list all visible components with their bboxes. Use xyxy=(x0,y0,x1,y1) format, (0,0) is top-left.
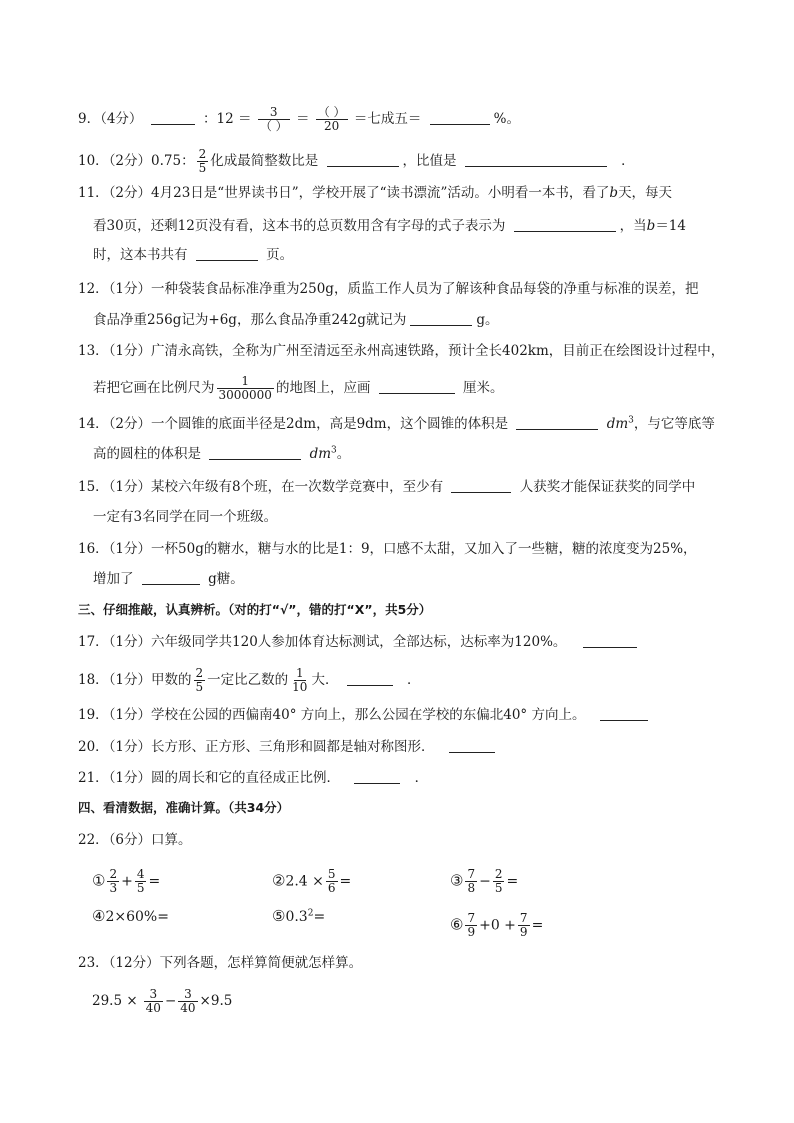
answer-blank[interactable] xyxy=(583,633,637,648)
answer-blank[interactable] xyxy=(347,671,393,686)
answer-blank[interactable] xyxy=(600,706,648,721)
answer-blank[interactable] xyxy=(196,246,258,261)
answer-blank[interactable] xyxy=(430,110,490,125)
answer-blank[interactable] xyxy=(142,570,200,585)
answer-blank[interactable] xyxy=(354,769,400,784)
question-19: 19．（1分）学校在公园的西偏南40° 方向上，那么公园在学校的东偏北40° 方向上。 xyxy=(78,705,652,725)
answer-blank[interactable] xyxy=(410,311,472,326)
answer-blank[interactable] xyxy=(209,445,301,460)
answer-blank[interactable] xyxy=(516,415,598,430)
calc-item-5: $⑤0.3^2=$ xyxy=(272,907,326,925)
question-21: 21．（1分）圆的周长和它的直径成正比例． ． xyxy=(78,770,429,786)
question-15: 15．（1分）某校六年级有8个班，在一次数学竞赛中，至少有 人获奖才能保证获奖的同学中 xyxy=(78,479,696,495)
question-17: 17．（1分）六年级同学共120人参加体育达标测试，全部达标，达标率为120%。 xyxy=(78,632,641,652)
answer-blank[interactable] xyxy=(151,110,195,125)
section-heading: 四、看清数据，准确计算。（共34分） xyxy=(78,800,290,815)
answer-blank[interactable] xyxy=(327,152,399,167)
answer-blank[interactable] xyxy=(514,217,616,232)
answer-blank[interactable] xyxy=(379,379,455,394)
question-11: 11．（2分）4月23日是“世界读书日”，学校开展了“读书漂流”活动。小明看一本书，看了b天，每天 xyxy=(78,185,673,201)
answer-blank[interactable] xyxy=(465,152,607,167)
answer-blank[interactable] xyxy=(449,738,495,753)
question-12: 12．（1分）一种袋装食品标准净重为250g，质监工作人员为了解该种食品每袋的净重与标准的误差，把 xyxy=(78,281,699,297)
section-heading: 三、仔细推敲，认真辨析。（对的打“√”，错的打“X”，共5分） xyxy=(78,602,432,617)
question-13: 13．（1分）广清永高铁，全称为广州至清远至永州高速铁路，预计全长402km，目前正在绘图设计过程中， xyxy=(78,343,725,359)
question-18: 18．（1分）甲数的 $\frac{2}{5}$ 一定比乙数的 $\frac{1}{10}$ 大． ． xyxy=(78,666,421,694)
question-16: 16．（1分）一杯50g的糖水，糖与水的比是1：9，口感不太甜，又加入了一些糖，糖的浓度变为25%， xyxy=(78,541,697,557)
question-10: 10．（2分）0.75： $\frac{2}{5}$ 化成最简整数比是 ，比值是 ． xyxy=(78,147,635,175)
calc-expression: 29.5 × $\frac{3}{40}$ − $\frac{3}{40}$ ×9.5 xyxy=(92,987,233,1015)
question-22: 22．（6分）口算。 xyxy=(78,832,192,848)
calc-item-1: ① $\frac{2}{3}$ + $\frac{4}{5}$ = xyxy=(92,867,161,895)
question-20: 20．（1分）长方形、正方形、三角形和圆都是轴对称图形． xyxy=(78,737,499,757)
fraction: $\frac{1}{10}$ xyxy=(292,666,308,694)
calc-item-4: ④2×60%= xyxy=(92,907,169,925)
fraction: $\frac{3}{( )}$ xyxy=(259,105,288,133)
question-14: 14．（2分）一个圆锥的底面半径是2dm，高是9dm，这个圆锥的体积是 $dm^3$，与它等底等 xyxy=(78,415,715,432)
calc-item-2: ②2.4 × $\frac{5}{6}$ = xyxy=(272,867,352,895)
fraction: $\frac{2}{5}$ xyxy=(198,147,207,175)
fraction: $\frac{( )}{20}$ xyxy=(317,105,346,133)
question-9: 9．（4分） ：12 ＝ $\frac{3}{( )}$ ＝ $\frac{( )}{20}$ ＝七成五＝ %。 xyxy=(78,105,520,133)
calc-item-3: ③ $\frac{7}{8}$ − $\frac{2}{5}$ = xyxy=(450,867,519,895)
calc-item-6: ⑥ $\frac{7}{9}$ +0 + $\frac{7}{9}$ = xyxy=(450,911,544,939)
question-23: 23．（12分）下列各题，怎样算简便就怎样算。 xyxy=(78,955,363,971)
fraction: $\frac{1}{3000000}$ xyxy=(218,374,272,402)
fraction: $\frac{2}{5}$ xyxy=(195,666,204,694)
answer-blank[interactable] xyxy=(451,478,511,493)
